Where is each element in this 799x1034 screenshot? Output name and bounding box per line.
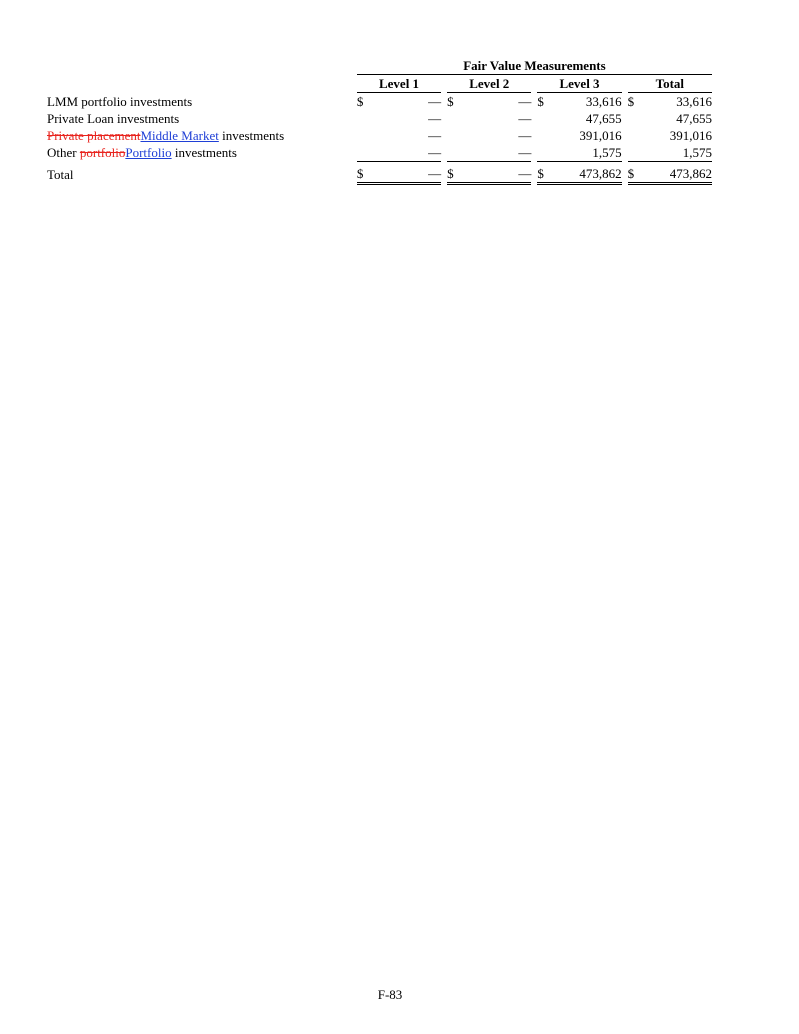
currency-symbol: $ <box>628 162 640 184</box>
table-cell-level-1: — <box>369 162 441 184</box>
currency-symbol <box>628 110 640 127</box>
table-cell-level-2: — <box>518 94 532 109</box>
currency-symbol: $ <box>447 162 459 184</box>
currency-symbol: $ <box>537 94 544 109</box>
currency-symbol <box>357 110 369 127</box>
column-header-level-2: Level 2 <box>447 75 531 93</box>
currency-symbol <box>628 127 640 144</box>
table-cell-level-2: — <box>518 111 532 126</box>
table-caption-row <box>47 57 712 75</box>
total-label: Total <box>47 166 74 182</box>
inserted-text: Portfolio <box>125 145 172 161</box>
table-cell-total: 473,862 <box>640 162 712 184</box>
currency-symbol: $ <box>537 162 549 184</box>
currency-symbol <box>537 127 549 144</box>
currency-symbol <box>447 110 459 127</box>
table-row <box>47 110 712 127</box>
table-cell-level-3: 33,616 <box>585 94 622 109</box>
row-label <box>47 144 357 162</box>
row-label <box>47 127 357 144</box>
table-cell-total: 1,575 <box>640 144 712 162</box>
table-cell-total: 33,616 <box>676 94 712 109</box>
table-cell-level-2: — <box>459 144 531 162</box>
table-row <box>47 127 712 144</box>
deleted-text: portfolio <box>79 145 126 161</box>
table-cell-level-1: — <box>428 111 442 126</box>
table-body <box>47 93 712 184</box>
column-header-level-1: Level 1 <box>357 75 441 93</box>
deleted-text: Private placement <box>47 128 141 143</box>
table-cell-level-1: — <box>369 144 441 162</box>
table-cell-total: 391,016 <box>669 128 712 143</box>
currency-symbol <box>447 127 459 144</box>
row-label <box>47 93 357 111</box>
label-text: investments <box>218 128 285 143</box>
table-cell-total: 47,655 <box>676 111 712 126</box>
fair-value-table <box>47 57 712 185</box>
table-cell-level-3: 1,575 <box>549 144 621 162</box>
currency-symbol <box>447 144 459 162</box>
table-caption: Fair Value Measurements <box>357 57 712 75</box>
currency-symbol <box>537 144 549 162</box>
currency-symbol <box>628 144 640 162</box>
table-cell-level-2: — <box>518 128 532 143</box>
inserted-text: Middle Market <box>140 128 219 143</box>
currency-symbol: $ <box>627 94 635 109</box>
currency-symbol <box>537 110 549 127</box>
table-row <box>47 93 712 111</box>
currency-symbol: $ <box>356 94 364 109</box>
table-cell-level-3: 47,655 <box>585 111 622 126</box>
total-row <box>47 162 712 184</box>
currency-symbol: $ <box>447 94 454 109</box>
currency-symbol: $ <box>357 162 369 184</box>
label-text: Other <box>47 145 80 161</box>
column-header-level-3: Level 3 <box>537 75 621 93</box>
table-row <box>47 144 712 162</box>
row-label <box>47 110 357 127</box>
label-text: LMM portfolio investments <box>47 93 193 109</box>
table-cell-level-1: — <box>428 94 442 109</box>
page-number: F-83 <box>377 987 403 1002</box>
table-cell-level-1: — <box>428 128 442 143</box>
table-cell-level-3: 473,862 <box>549 162 621 184</box>
currency-symbol <box>357 144 369 162</box>
currency-symbol <box>357 127 369 144</box>
table-header-row <box>47 75 712 93</box>
table-cell-level-2: — <box>459 162 531 184</box>
label-text: investments <box>171 145 237 161</box>
table-cell-level-3: 391,016 <box>579 128 622 143</box>
column-header-total: Total <box>628 75 712 93</box>
label-text: Private Loan investments <box>47 111 180 126</box>
